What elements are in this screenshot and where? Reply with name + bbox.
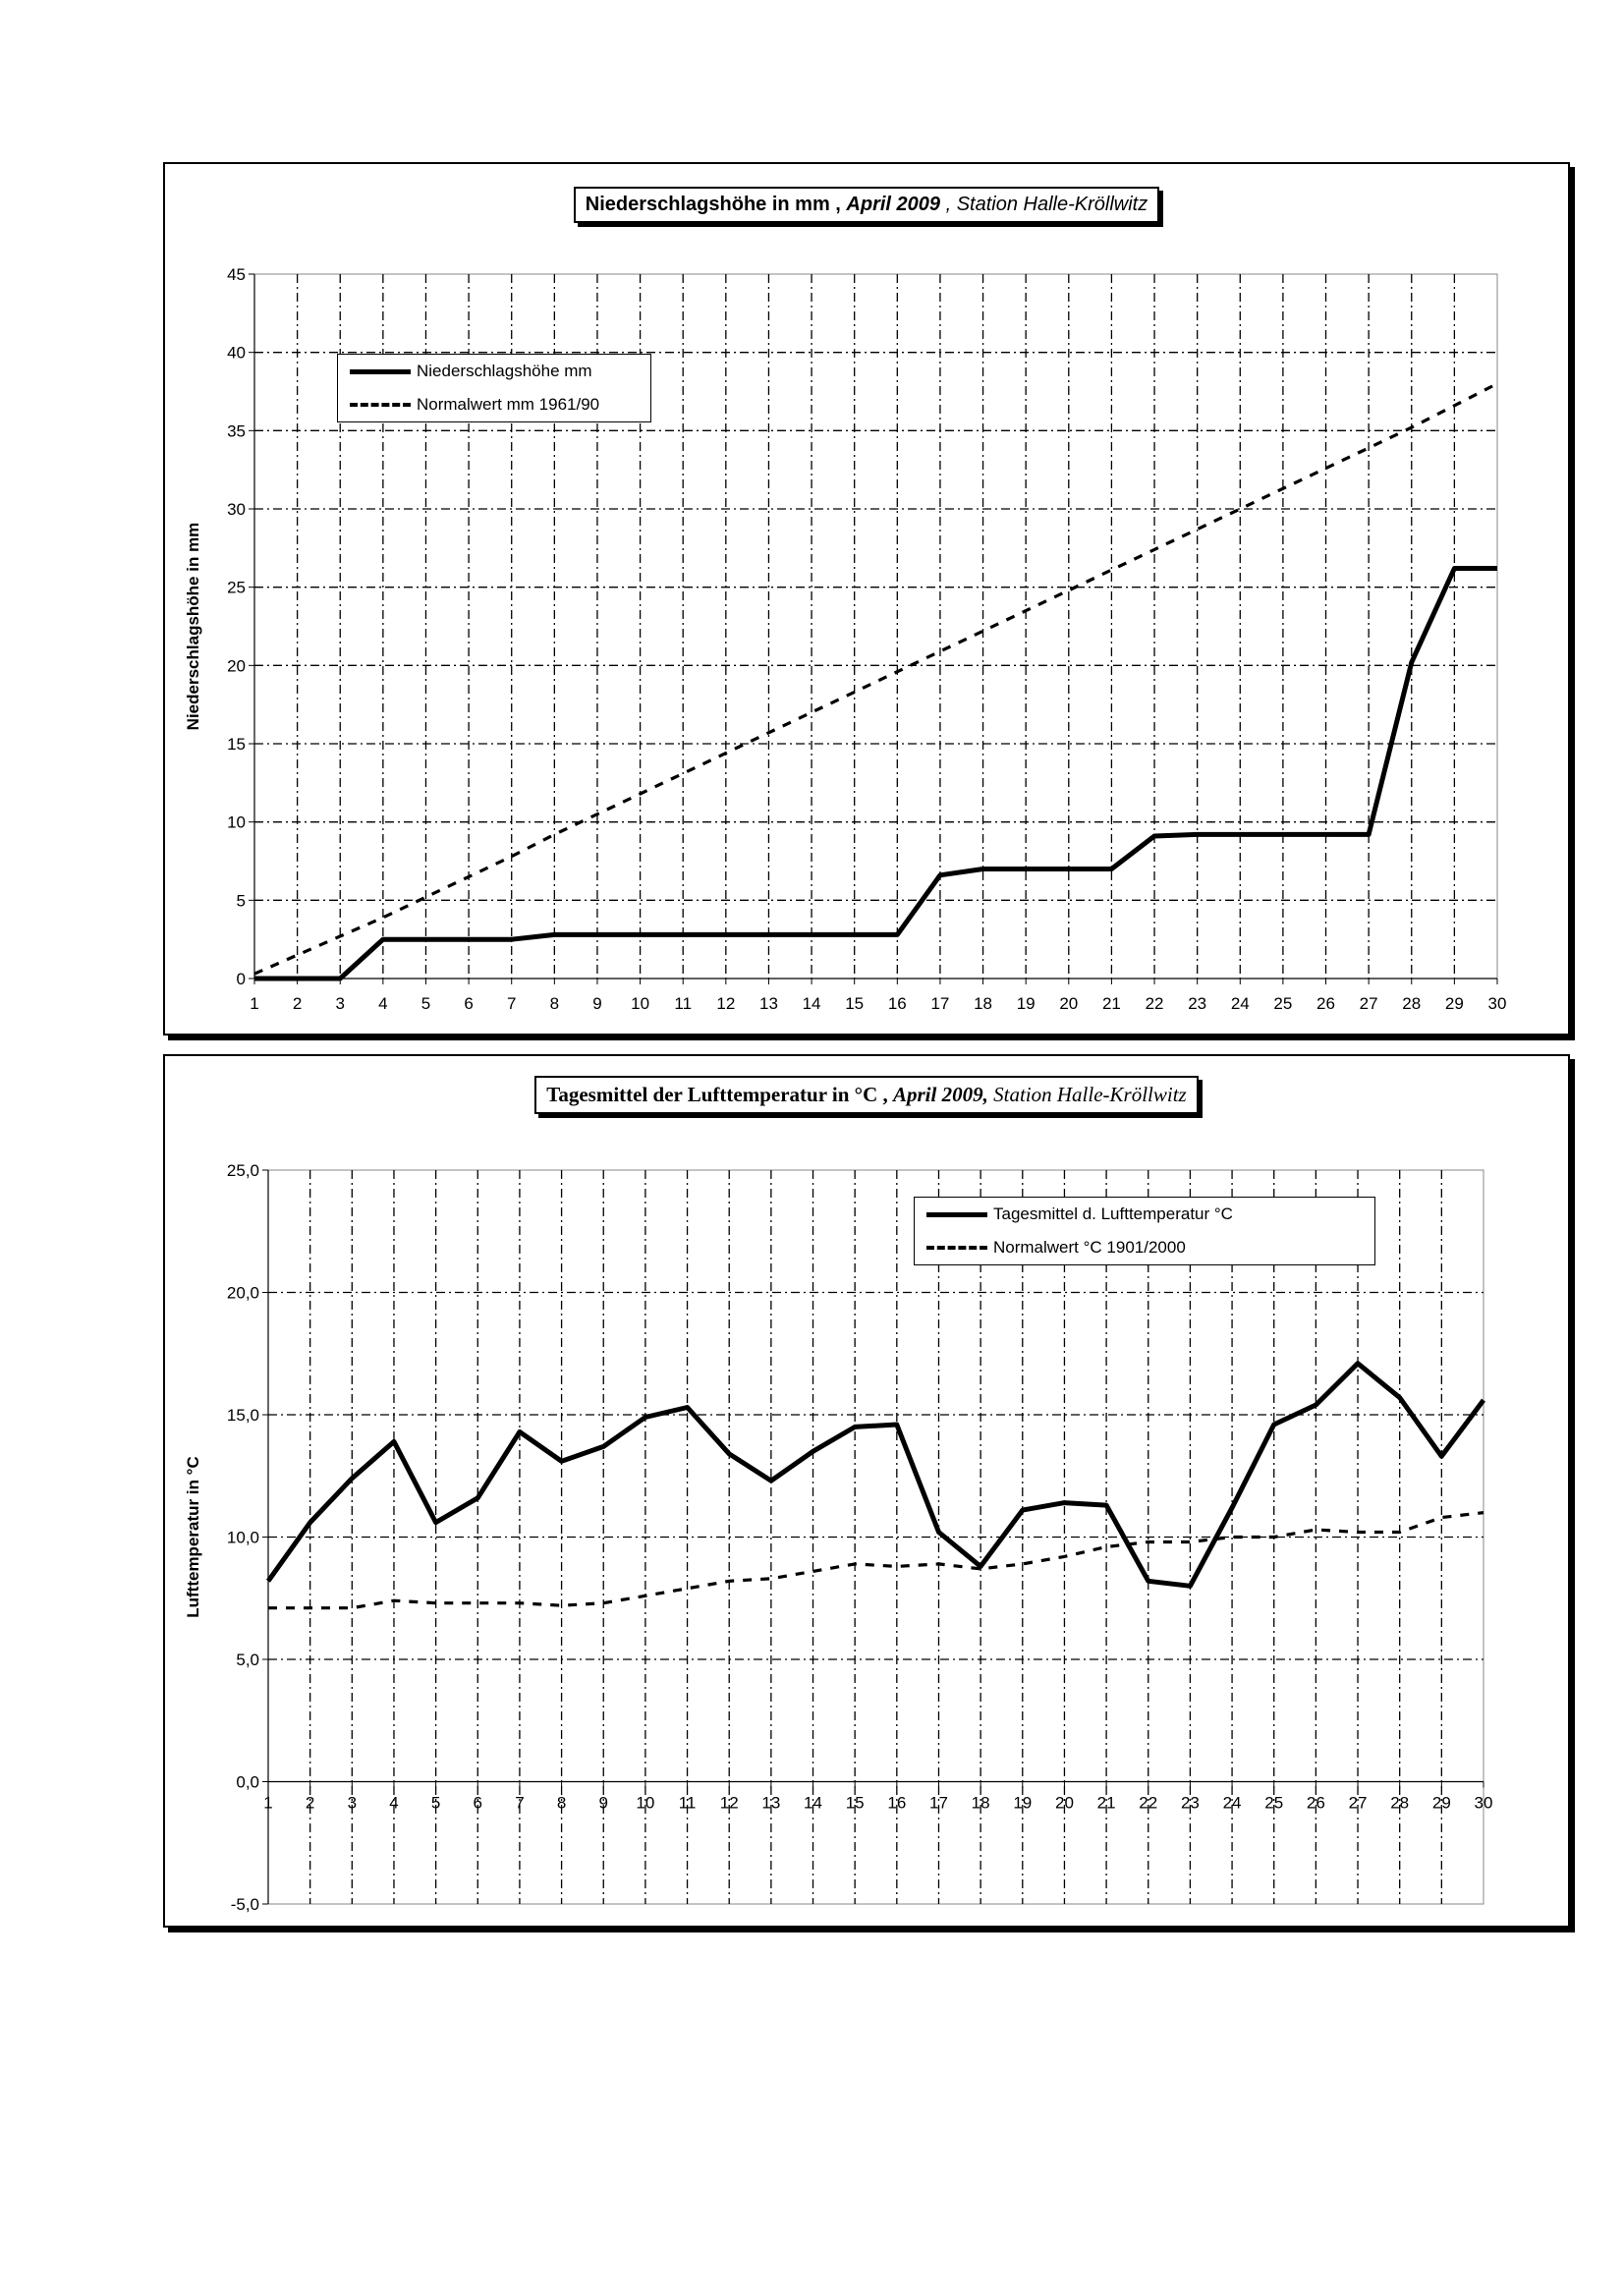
x-tick-label: 7 — [506, 994, 517, 1013]
y-tick-label: 25,0 — [226, 1161, 259, 1180]
y-tick-label: 25 — [227, 578, 246, 597]
x-tick-label: 3 — [347, 1793, 358, 1813]
x-tick-label: 28 — [1402, 994, 1422, 1013]
x-tick-label: 5 — [420, 994, 431, 1013]
y-tick-label: 5 — [236, 891, 246, 911]
y-tick-label: -5,0 — [230, 1895, 259, 1914]
y-tick-label: 45 — [227, 265, 246, 284]
x-tick-label: 25 — [1273, 994, 1293, 1013]
x-tick-label: 19 — [1013, 1793, 1033, 1813]
x-tick-label: 13 — [761, 1793, 781, 1813]
y-tick-label: 20,0 — [226, 1283, 259, 1303]
x-tick-label: 7 — [515, 1793, 525, 1813]
legend-label: Normalwert °C 1901/2000 — [993, 1238, 1186, 1257]
x-tick-label: 6 — [473, 1793, 483, 1813]
legend-label: Normalwert mm 1961/90 — [417, 395, 600, 414]
x-tick-label: 11 — [678, 1793, 697, 1813]
y-tick-label: 15 — [227, 735, 246, 754]
x-tick-label: 24 — [1222, 1793, 1242, 1813]
y-tick-label: 10,0 — [226, 1528, 259, 1547]
legend-item-measured — [338, 355, 650, 388]
legend-item-normal — [915, 1231, 1374, 1264]
title-part-2: April 2009, — [893, 1083, 988, 1106]
legend-item-normal — [338, 388, 650, 421]
y-tick-label: 0 — [236, 970, 246, 988]
x-tick-label: 21 — [1096, 1793, 1116, 1813]
x-tick-label: 8 — [549, 994, 560, 1013]
title-part-1: Niederschlagshöhe in mm , — [585, 194, 841, 215]
x-tick-label: 12 — [719, 1793, 739, 1813]
x-tick-label: 14 — [804, 1793, 822, 1813]
x-tick-label: 2 — [305, 1793, 315, 1813]
solid-line-swatch-icon — [350, 369, 411, 374]
x-tick-label: 24 — [1230, 994, 1250, 1013]
y-tick-label: 40 — [227, 343, 246, 363]
x-tick-label: 6 — [464, 994, 474, 1013]
title-part-3: , Station Halle-Kröllwitz — [945, 194, 1148, 215]
x-tick-label: 22 — [1145, 994, 1164, 1013]
x-tick-label: 23 — [1188, 994, 1207, 1013]
x-tick-label: 9 — [598, 1793, 608, 1813]
x-tick-label: 13 — [758, 994, 778, 1013]
y-tick-label: 10 — [227, 812, 246, 832]
x-tick-label: 29 — [1431, 1793, 1451, 1813]
x-tick-label: 20 — [1054, 1793, 1074, 1813]
chart-legend — [914, 1197, 1375, 1265]
title-part-1: Tagesmittel der Lufttemperatur in °C , — [546, 1083, 888, 1106]
y-tick-label: 0,0 — [236, 1772, 259, 1792]
x-tick-label: 9 — [592, 994, 602, 1013]
x-tick-label: 3 — [335, 994, 345, 1013]
x-tick-label: 16 — [887, 994, 907, 1013]
x-tick-label: 8 — [556, 1793, 567, 1813]
x-tick-label: 1 — [263, 1793, 273, 1813]
temperature-chart-svg — [165, 1056, 1568, 1926]
x-tick-label: 25 — [1264, 1793, 1284, 1813]
y-tick-label: 30 — [227, 500, 246, 519]
legend-item-measured — [915, 1198, 1374, 1231]
legend-label: Niederschlagshöhe mm — [417, 362, 592, 380]
x-tick-label: 27 — [1359, 994, 1378, 1013]
x-tick-label: 4 — [378, 994, 388, 1013]
y-tick-label: 15,0 — [226, 1406, 259, 1425]
x-tick-label: 18 — [974, 994, 993, 1013]
x-tick-label: 14 — [802, 994, 821, 1013]
x-tick-label: 11 — [674, 994, 693, 1013]
x-tick-label: 1 — [250, 994, 259, 1013]
x-tick-label: 4 — [389, 1793, 399, 1813]
x-tick-label: 29 — [1444, 994, 1464, 1013]
y-tick-label: 20 — [227, 656, 246, 676]
precipitation-chart-svg — [165, 164, 1568, 1034]
x-tick-label: 2 — [292, 994, 303, 1013]
legend-label: Tagesmittel d. Lufttemperatur °C — [993, 1204, 1233, 1223]
title-part-3: Station Halle-Kröllwitz — [993, 1083, 1187, 1106]
x-tick-label: 17 — [930, 994, 950, 1013]
x-tick-label: 10 — [636, 1793, 655, 1813]
x-tick-label: 15 — [845, 1793, 865, 1813]
x-tick-label: 22 — [1139, 1793, 1158, 1813]
x-tick-label: 16 — [887, 1793, 907, 1813]
y-axis-label: Niederschlagshöhe in mm — [184, 522, 202, 731]
x-tick-label: 28 — [1390, 1793, 1410, 1813]
temperature-chart-panel — [163, 1054, 1570, 1928]
precipitation-chart-panel — [163, 162, 1570, 1036]
x-tick-label: 20 — [1059, 994, 1079, 1013]
x-tick-label: 26 — [1306, 1793, 1325, 1813]
y-tick-label: 5,0 — [236, 1651, 259, 1669]
y-axis-label: Lufttemperatur in °C — [184, 1456, 202, 1618]
x-tick-label: 18 — [971, 1793, 990, 1813]
x-tick-label: 30 — [1474, 1793, 1493, 1813]
x-tick-label: 23 — [1180, 1793, 1200, 1813]
x-tick-label: 19 — [1016, 994, 1036, 1013]
x-tick-label: 12 — [716, 994, 736, 1013]
title-part-2: April 2009 — [846, 194, 941, 215]
x-tick-label: 26 — [1316, 994, 1335, 1013]
dashed-line-swatch-icon — [926, 1246, 987, 1250]
x-tick-label: 30 — [1487, 994, 1507, 1013]
x-tick-label: 5 — [430, 1793, 441, 1813]
dashed-line-swatch-icon — [350, 403, 411, 407]
x-tick-label: 27 — [1348, 1793, 1368, 1813]
y-tick-label: 35 — [227, 421, 246, 441]
x-tick-label: 17 — [929, 1793, 948, 1813]
solid-line-swatch-icon — [926, 1212, 987, 1217]
chart-legend — [337, 354, 651, 422]
x-tick-label: 10 — [631, 994, 650, 1013]
x-tick-label: 21 — [1101, 994, 1121, 1013]
x-tick-label: 15 — [845, 994, 865, 1013]
